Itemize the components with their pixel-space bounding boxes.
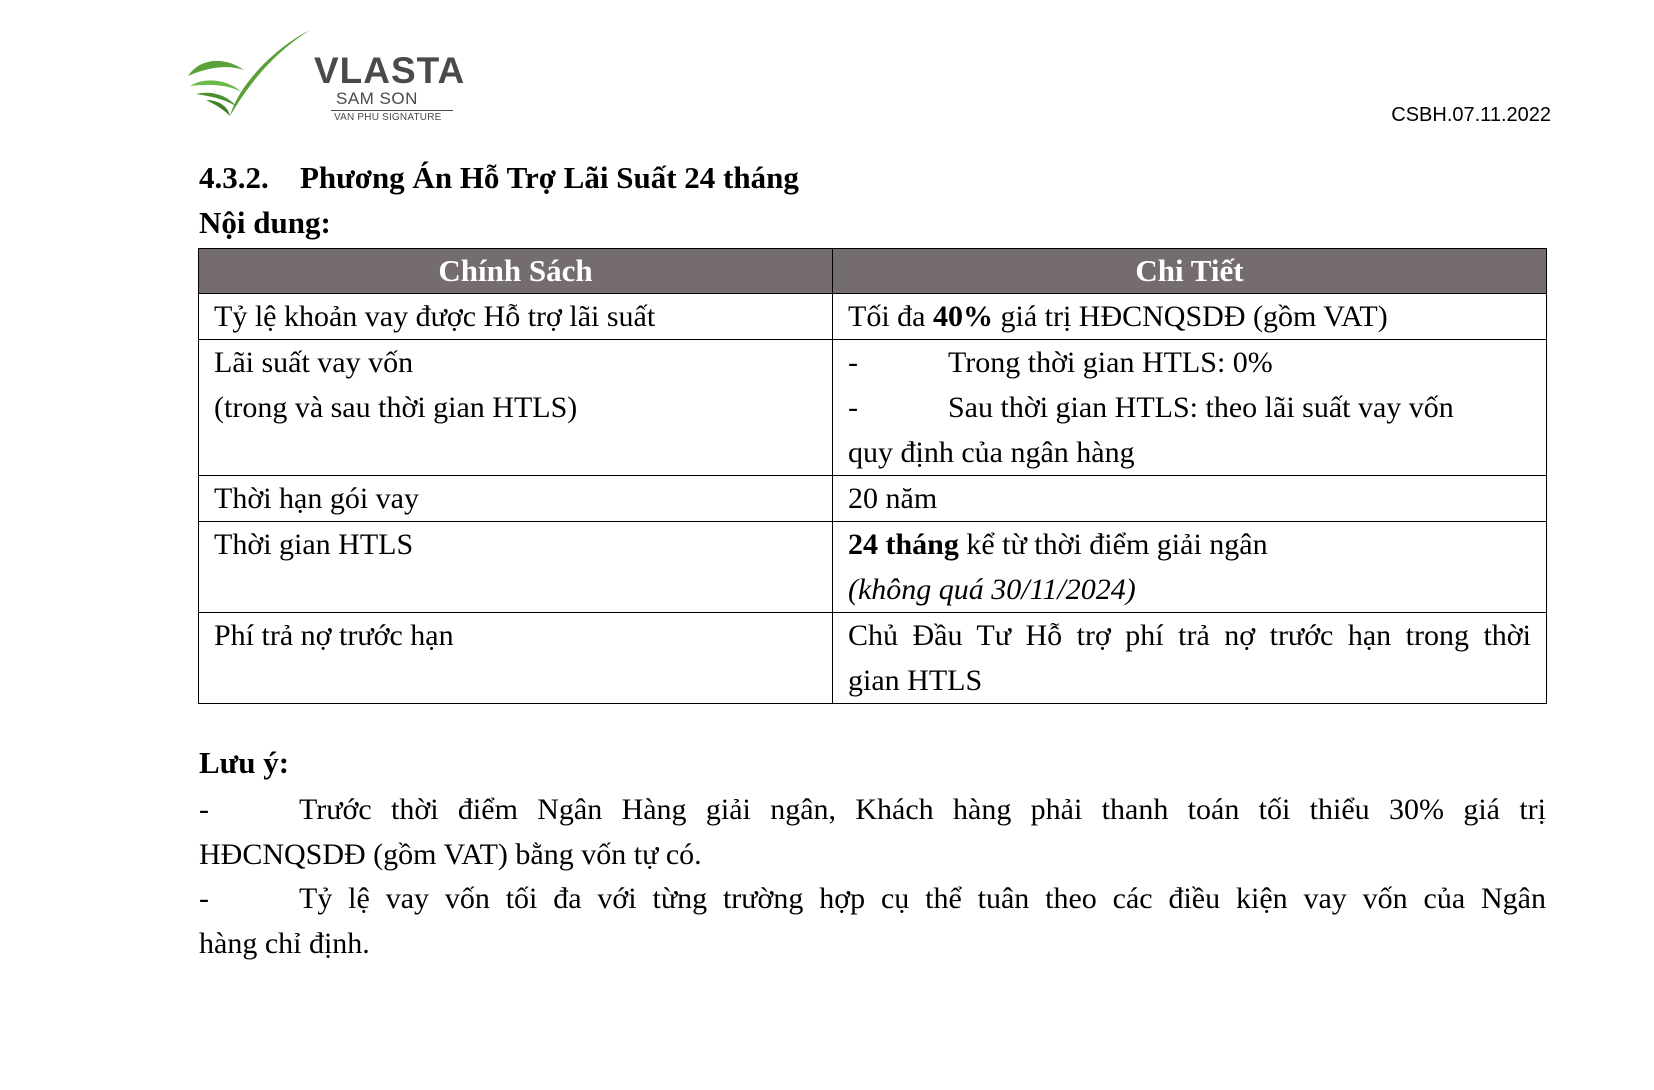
policy-text: Thời gian HTLS bbox=[214, 528, 414, 561]
table-row bbox=[199, 476, 1547, 522]
detail-cell bbox=[833, 340, 1547, 476]
policy-cell bbox=[199, 340, 833, 476]
note-item bbox=[199, 877, 1546, 966]
table-row bbox=[199, 613, 1547, 704]
dash-bullet: - bbox=[199, 793, 209, 826]
detail-text: gian HTLS bbox=[848, 664, 983, 697]
detail-list-item bbox=[848, 340, 1531, 385]
table-row bbox=[199, 294, 1547, 340]
detail-text: Chủ Đầu Tư Hỗ trợ phí trả nợ trước hạn trong thời bbox=[848, 619, 1531, 652]
policy-table bbox=[198, 248, 1547, 704]
policy-text: (trong và sau thời gian HTLS) bbox=[214, 391, 578, 424]
detail-bold: 24 tháng bbox=[848, 528, 959, 561]
notes-list bbox=[199, 788, 1546, 966]
logo-tagline: VAN PHU SIGNATURE bbox=[334, 112, 442, 123]
detail-text: Sau thời gian HTLS: theo lãi suất vay vốn bbox=[948, 391, 1454, 424]
detail-bold: 40% bbox=[932, 300, 993, 333]
detail-cell bbox=[833, 613, 1547, 704]
note-first-line bbox=[199, 788, 1546, 833]
detail-text: giá trị HĐCNQSDĐ (gồm VAT) bbox=[992, 300, 1388, 333]
detail-list-item bbox=[848, 385, 1531, 430]
detail-text: kể từ thời điểm giải ngân bbox=[958, 528, 1268, 561]
detail-cell bbox=[833, 294, 1547, 340]
detail-italic: (không quá 30/11/2024) bbox=[848, 573, 1136, 606]
policy-text: Thời hạn gói vay bbox=[214, 482, 419, 515]
document-code: CSBH.07.11.2022 bbox=[1391, 104, 1551, 126]
table-row bbox=[199, 340, 1547, 476]
dash-bullet: - bbox=[848, 391, 858, 424]
detail-text: quy định của ngân hàng bbox=[848, 436, 1135, 469]
content-label: Nội dung: bbox=[199, 205, 331, 240]
notes-heading: Lưu ý: bbox=[199, 745, 290, 780]
header-policy: Chính Sách bbox=[199, 249, 833, 294]
detail-text: Tối đa bbox=[848, 300, 933, 333]
detail-cell bbox=[833, 476, 1547, 522]
note-first-line bbox=[199, 877, 1546, 922]
note-text: hàng chỉ định. bbox=[199, 926, 370, 960]
logo-wordmark: VLASTA bbox=[314, 50, 466, 91]
dash-bullet: - bbox=[848, 346, 858, 379]
table-header-row bbox=[199, 249, 1547, 294]
policy-cell bbox=[199, 476, 833, 522]
vlasta-logo bbox=[186, 28, 486, 128]
note-item bbox=[199, 788, 1546, 877]
policy-text: Phí trả nợ trước hạn bbox=[214, 619, 454, 652]
note-text: Trước thời điểm Ngân Hàng giải ngân, Khách hàng phải thanh toán tối thiểu 30% giá trị bbox=[299, 793, 1546, 826]
detail-text: Trong thời gian HTLS: 0% bbox=[948, 346, 1273, 379]
detail-cell bbox=[833, 522, 1547, 613]
policy-cell bbox=[199, 613, 833, 704]
header-detail: Chi Tiết bbox=[833, 249, 1547, 294]
logo-subtitle: SAM SON bbox=[336, 89, 418, 108]
detail-text: 20 năm bbox=[848, 482, 938, 515]
section-number: 4.3.2. bbox=[199, 160, 269, 195]
section-title-text: Phương Án Hỗ Trợ Lãi Suất 24 tháng bbox=[300, 160, 799, 195]
table-row bbox=[199, 522, 1547, 613]
logo-divider bbox=[331, 110, 453, 111]
policy-text: Tỷ lệ khoản vay được Hỗ trợ lãi suất bbox=[214, 300, 656, 333]
policy-cell bbox=[199, 522, 833, 613]
detail-line bbox=[848, 522, 1531, 567]
policy-text: Lãi suất vay vốn bbox=[214, 346, 414, 379]
vlasta-swoosh-icon bbox=[186, 28, 311, 123]
note-text: HĐCNQSDĐ (gồm VAT) bằng vốn tự có. bbox=[199, 837, 702, 871]
policy-cell bbox=[199, 294, 833, 340]
section-title bbox=[199, 160, 799, 196]
note-text: Tỷ lệ vay vốn tối đa với từng trường hợp cụ thể tuân theo các điều kiện vay vốn của Ngân bbox=[299, 882, 1546, 915]
dash-bullet: - bbox=[199, 882, 209, 915]
